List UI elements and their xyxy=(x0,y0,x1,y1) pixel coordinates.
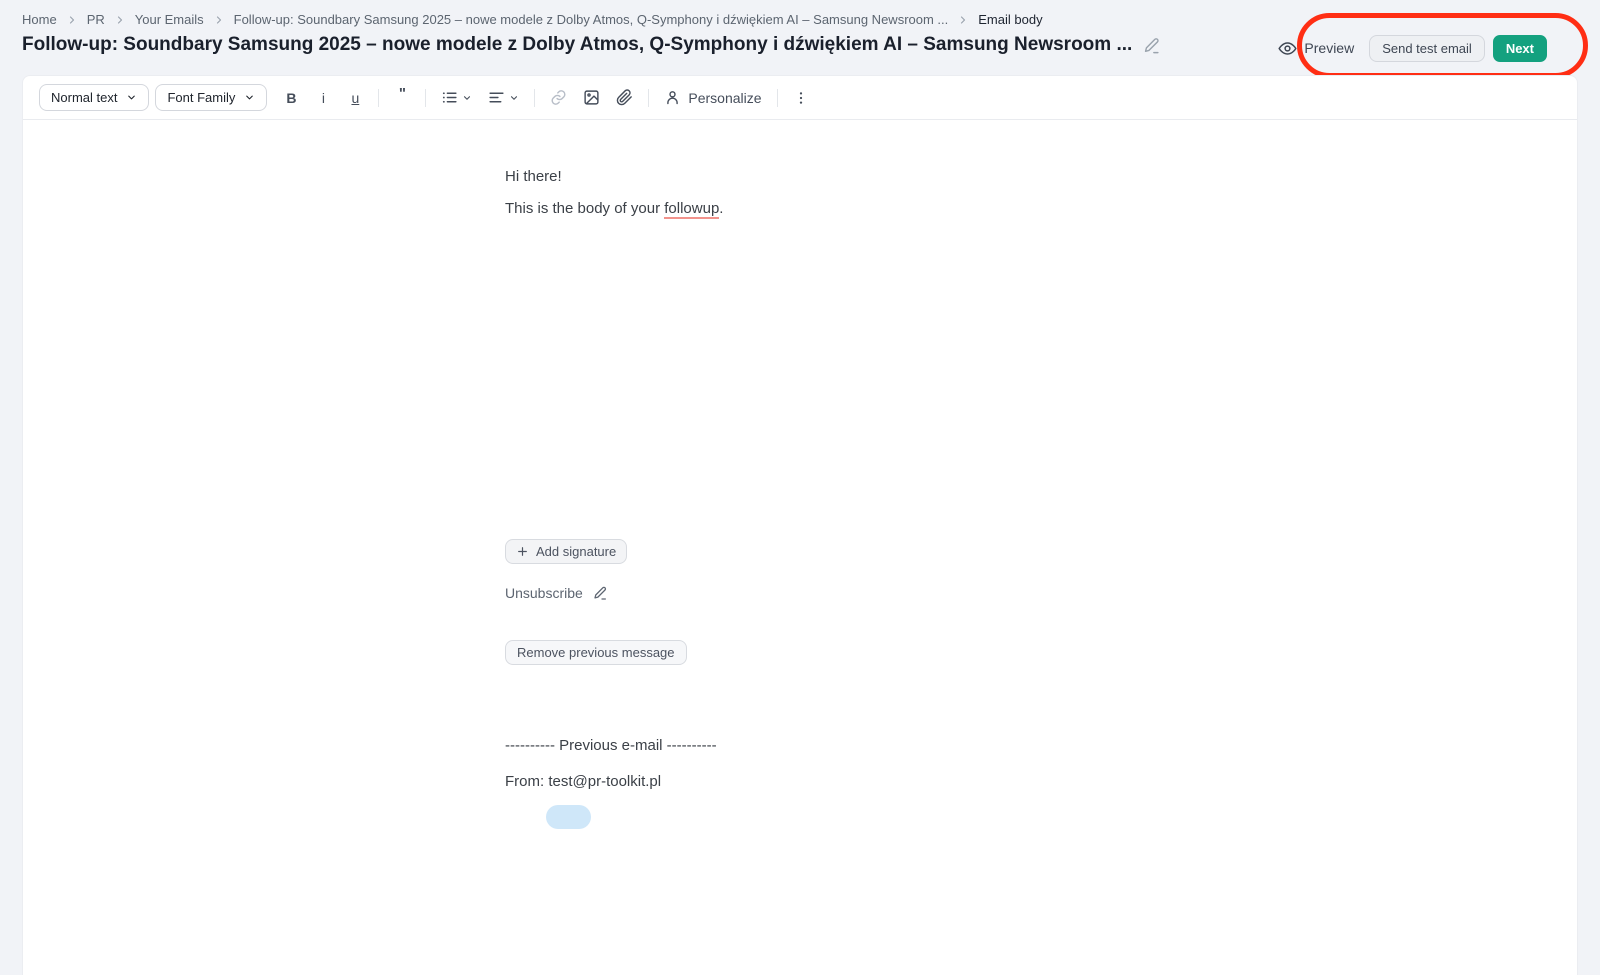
title-row xyxy=(22,34,1133,56)
blockquote-button[interactable]: " xyxy=(389,84,415,112)
breadcrumb-your-emails[interactable]: Your Emails xyxy=(134,12,204,27)
toolbar-divider xyxy=(777,89,778,107)
send-test-email-button[interactable]: Send test email xyxy=(1369,35,1485,62)
body-text-prefix: This is the body of your xyxy=(505,200,665,217)
personalize-label: Personalize xyxy=(688,89,762,106)
breadcrumb xyxy=(22,12,1570,27)
chevron-down-icon xyxy=(462,93,472,103)
link-icon xyxy=(550,89,567,106)
remove-previous-message-button[interactable]: Remove previous message xyxy=(505,640,687,665)
previous-email-divider: ---------- Previous e-mail ---------- xyxy=(505,737,717,754)
paperclip-icon xyxy=(616,89,633,106)
kebab-menu-icon xyxy=(793,90,809,106)
more-options-button[interactable] xyxy=(788,84,814,112)
previous-email-from: From: test@pr-toolkit.pl xyxy=(505,773,662,790)
plus-icon xyxy=(516,545,529,558)
font-family-select[interactable] xyxy=(155,84,267,111)
preview-label: Preview xyxy=(1304,40,1355,56)
email-editor-card xyxy=(22,75,1578,975)
body-text-suffix: . xyxy=(719,200,724,217)
image-button[interactable] xyxy=(578,84,605,112)
preview-button[interactable] xyxy=(1278,39,1354,58)
pencil-icon xyxy=(592,585,608,601)
chevron-right-icon xyxy=(213,14,225,26)
edit-title-pencil-icon[interactable] xyxy=(1142,36,1161,55)
chevron-down-icon xyxy=(244,92,255,103)
breadcrumb-email-name[interactable]: Follow-up: Soundbary Samsung 2025 – nowe modele z Dolby Atmos, Q-Symphony i dźwiękiem AI – Samsung Newsroom ... xyxy=(233,12,949,27)
toolbar-divider xyxy=(425,89,426,107)
list-button[interactable] xyxy=(436,84,477,112)
toolbar-divider xyxy=(378,89,379,107)
editor-toolbar xyxy=(23,76,1577,120)
email-body-text xyxy=(505,199,723,219)
unsubscribe-label: Unsubscribe xyxy=(505,585,583,601)
bold-button[interactable]: B xyxy=(278,84,304,112)
chevron-down-icon xyxy=(126,92,137,103)
breadcrumb-home[interactable]: Home xyxy=(22,12,57,27)
text-style-select[interactable] xyxy=(39,84,149,111)
link-button[interactable] xyxy=(545,84,572,112)
chevron-right-icon xyxy=(66,14,78,26)
chevron-right-icon xyxy=(114,14,126,26)
align-icon xyxy=(488,89,505,106)
misspelled-word: followup xyxy=(664,200,720,217)
add-signature-label: Add signature xyxy=(536,544,617,559)
format-group xyxy=(275,84,371,112)
breadcrumb-email-body: Email body xyxy=(978,12,1043,27)
header-actions xyxy=(1278,34,1547,62)
email-body-editor[interactable] xyxy=(23,120,1577,829)
toolbar-divider xyxy=(648,89,649,107)
bullet-list-icon xyxy=(441,89,458,106)
unsubscribe-link[interactable] xyxy=(505,583,608,603)
email-greeting-text: Hi there! xyxy=(505,168,562,185)
personalize-button[interactable] xyxy=(658,84,767,112)
text-style-value: Normal text xyxy=(51,90,118,105)
next-button[interactable]: Next xyxy=(1493,35,1547,62)
breadcrumb-pr[interactable]: PR xyxy=(86,12,105,27)
add-signature-button[interactable] xyxy=(505,539,627,564)
chevron-down-icon xyxy=(509,93,519,103)
attachment-button[interactable] xyxy=(611,84,638,112)
underline-button[interactable]: u xyxy=(342,84,368,112)
toolbar-divider xyxy=(534,89,535,107)
image-icon xyxy=(583,89,600,106)
person-icon xyxy=(664,89,681,106)
italic-button[interactable]: i xyxy=(310,84,336,112)
page-title: Follow-up: Soundbary Samsung 2025 – nowe modele z Dolby Atmos, Q-Symphony i dźwiękiem AI – Samsung Newsroom ... xyxy=(22,34,1133,55)
chevron-right-icon xyxy=(957,14,969,26)
eye-icon xyxy=(1278,39,1297,58)
font-family-value: Font Family xyxy=(167,90,236,105)
align-button[interactable] xyxy=(483,84,524,112)
